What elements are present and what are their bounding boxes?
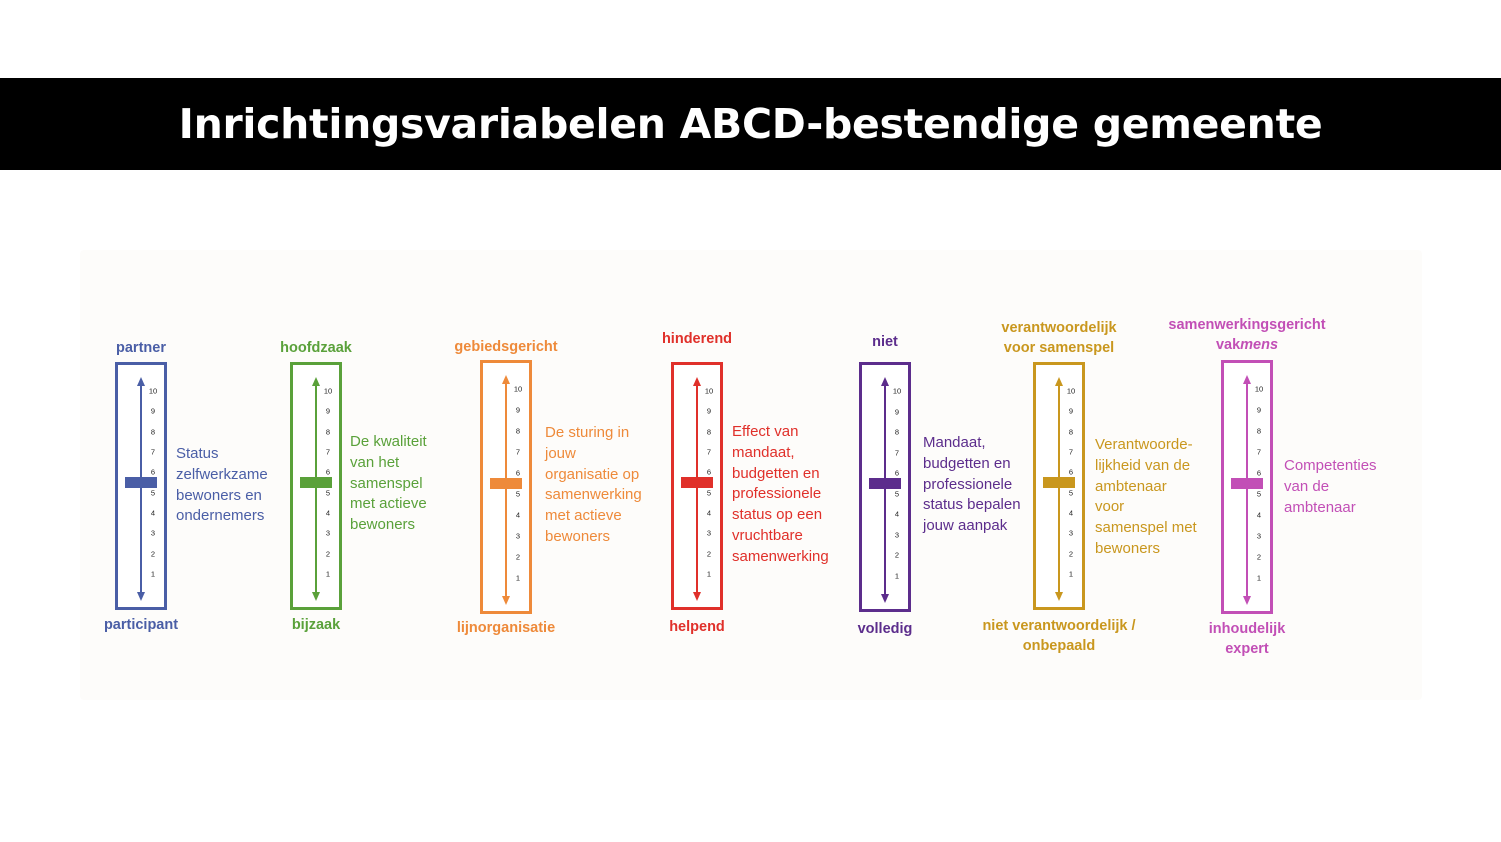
scale-tick: 8 [515, 426, 521, 436]
scale-tick: 4 [325, 508, 331, 518]
slider-description-line: van de [1284, 477, 1330, 495]
slider-top-label-line: verantwoordelijk [1001, 320, 1117, 336]
slider-frame [859, 362, 911, 612]
slider-description-line: jouw aanpak [923, 517, 1008, 535]
arrow-up-icon [693, 377, 701, 386]
scale-tick: 7 [325, 447, 331, 457]
scale-tick: 10 [323, 386, 333, 396]
slider-handle[interactable] [869, 478, 901, 489]
slider-description [923, 433, 1021, 537]
scale-tick: 10 [148, 386, 158, 396]
scale-tick: 5 [894, 489, 900, 499]
arrow-down-icon [502, 596, 510, 605]
scale-tick: 9 [325, 406, 331, 416]
scale-tick: 6 [1256, 468, 1262, 478]
slider-bottom-label: bijzaak [291, 617, 341, 633]
arrow-down-icon [137, 592, 145, 601]
scale-tick: 1 [325, 569, 331, 579]
slider-description-line: Status [176, 445, 219, 462]
slider-handle[interactable] [1043, 477, 1075, 488]
slider-description [350, 432, 427, 536]
scale-tick: 7 [894, 448, 900, 458]
slider-description-line: zelfwerkzame [176, 465, 268, 483]
slider-axis [140, 385, 142, 593]
slider-description-line: bewoners en [176, 486, 262, 504]
slider-description-line: samenspel [350, 474, 423, 492]
slider-bottom-label: volledig [857, 621, 913, 637]
arrow-up-icon [137, 377, 145, 386]
slider-top-label: gebiedsgericht [454, 339, 558, 355]
slider-description-line: professionele [923, 475, 1013, 493]
arrow-down-icon [1243, 596, 1251, 605]
slider-bottom-label [1209, 619, 1286, 659]
scale-tick: 1 [150, 569, 156, 579]
scale-tick: 9 [894, 407, 900, 417]
scale-tick: 8 [1256, 426, 1262, 436]
slider-description-line: lijkheid van de [1095, 456, 1191, 474]
slider-top-label: partner [116, 340, 166, 356]
scale-tick: 5 [1256, 489, 1262, 499]
arrow-up-icon [881, 377, 889, 386]
slider-bottom-label-line: niet verantwoordelijk / [982, 618, 1136, 634]
slider-frame [115, 362, 167, 610]
slider-bottom-label: participant [103, 617, 179, 633]
scale-tick: 5 [515, 489, 521, 499]
slider-description-line: professionele [732, 485, 822, 503]
slider-description-line: van het [350, 453, 400, 471]
scale-tick: 2 [1256, 552, 1262, 562]
slider-description-line: status bepalen [923, 496, 1021, 514]
slider-axis [505, 383, 507, 597]
scale-tick: 2 [325, 549, 331, 559]
slider-description-line: ondernemers [176, 507, 265, 525]
slider-axis [884, 385, 886, 595]
slider-top-label-italic: mens [1240, 337, 1279, 353]
arrow-down-icon [1055, 592, 1063, 601]
slider-frame [480, 360, 532, 614]
scale-tick: 6 [150, 467, 156, 477]
scale-tick: 2 [894, 550, 900, 560]
slider-axis [1058, 385, 1060, 593]
scale-tick: 1 [894, 571, 900, 581]
slider-frame [290, 362, 342, 610]
slider-bottom-label [982, 616, 1135, 656]
slider-description [1284, 456, 1377, 518]
slider-description-line: De kwaliteit [350, 433, 427, 450]
slider-description-line: Mandaat, [923, 434, 986, 451]
scale-tick: 9 [706, 406, 712, 416]
scale-tick: 9 [150, 406, 156, 416]
scale-tick: 9 [1256, 405, 1262, 415]
slider-description-line: organisatie op [545, 465, 640, 483]
slider-top-label: hinderend [661, 331, 733, 347]
scale-tick: 3 [1256, 531, 1262, 541]
slider-description [545, 423, 642, 548]
scale-tick: 8 [325, 427, 331, 437]
slider-bottom-label-line: expert [1225, 641, 1269, 657]
scale-tick: 8 [706, 427, 712, 437]
slider-top-label-line: voor samenspel [1003, 340, 1115, 356]
arrow-down-icon [693, 592, 701, 601]
slider-axis [1246, 383, 1248, 597]
scale-tick: 3 [515, 531, 521, 541]
slider-description [176, 444, 268, 527]
scale-tick: 7 [1256, 447, 1262, 457]
slider-description-line: met actieve [350, 495, 427, 513]
scale-tick: 4 [150, 508, 156, 518]
scale-tick: 9 [515, 405, 521, 415]
slider-description-line: Verantwoorde- [1095, 436, 1193, 453]
scale-tick: 10 [513, 384, 523, 394]
scale-tick: 4 [1068, 508, 1074, 518]
scale-tick: 10 [1254, 384, 1264, 394]
scale-tick: 10 [704, 386, 714, 396]
scale-tick: 10 [892, 386, 902, 396]
scale-tick: 10 [1066, 386, 1076, 396]
scale-tick: 1 [1256, 573, 1262, 583]
slider-top-label: hoofdzaak [280, 340, 352, 356]
arrow-down-icon [312, 592, 320, 601]
slider-handle[interactable] [300, 477, 332, 488]
scale-tick: 5 [150, 488, 156, 498]
slider-top-label: niet [872, 334, 898, 350]
slider-frame [1221, 360, 1273, 614]
slider-bottom-label: helpend [669, 619, 725, 635]
scale-tick: 4 [1256, 510, 1262, 520]
slider-description-line: bewoners [1095, 539, 1161, 557]
slider-description-line: budgetten en [923, 454, 1011, 472]
scale-tick: 3 [894, 530, 900, 540]
scale-tick: 7 [515, 447, 521, 457]
scale-tick: 6 [706, 467, 712, 477]
scale-tick: 7 [1068, 447, 1074, 457]
slider-description [1095, 435, 1197, 560]
scale-tick: 7 [706, 447, 712, 457]
scale-tick: 5 [1068, 488, 1074, 498]
scale-tick: 1 [706, 569, 712, 579]
slider-description [732, 422, 829, 568]
slider-description-line: Competenties [1284, 457, 1377, 474]
arrow-up-icon [1243, 375, 1251, 384]
slider-top-label-line: samenwerkingsgericht [1168, 317, 1326, 333]
scale-tick: 6 [325, 467, 331, 477]
slider-description-line: status op een [732, 506, 823, 524]
slider-frame [1033, 362, 1085, 610]
scale-tick: 4 [894, 509, 900, 519]
slider-description-line: bewoners [350, 516, 416, 534]
slider-bottom-label: lijnorganisatie [456, 620, 556, 636]
slider-description-line: samenwerking [732, 547, 829, 565]
scale-tick: 7 [150, 447, 156, 457]
slider-axis [315, 385, 317, 593]
arrow-down-icon [881, 594, 889, 603]
slider-description-line: vruchtbare [732, 526, 803, 544]
slider-description-line: voor [1095, 498, 1125, 516]
slider-description-line: bewoners [545, 527, 611, 545]
slider-description-line: budgetten en [732, 464, 820, 482]
scale-tick: 1 [1068, 569, 1074, 579]
scale-tick: 6 [894, 468, 900, 478]
slider-handle[interactable] [125, 477, 157, 488]
page-title: Inrichtingsvariabelen ABCD-bestendige gemeente [178, 100, 1323, 148]
slider-description-line: samenspel met [1095, 519, 1197, 537]
slider-description-line: Effect van [732, 423, 799, 440]
slider-description-line: De sturing in [545, 424, 630, 441]
scale-tick: 8 [150, 427, 156, 437]
scale-tick: 3 [150, 528, 156, 538]
slider-handle[interactable] [490, 478, 522, 489]
slider-description-line: met actieve [545, 507, 622, 525]
arrow-up-icon [1055, 377, 1063, 386]
slider-description-line: jouw [545, 444, 576, 462]
slider-frame [671, 362, 723, 610]
slider-description-line: samenwerking [545, 486, 642, 504]
title-bar [0, 78, 1501, 170]
scale-tick: 1 [515, 573, 521, 583]
scale-tick: 8 [1068, 427, 1074, 437]
slider-top-label [1168, 315, 1325, 355]
slider-description-line: ambtenaar [1284, 498, 1356, 516]
slider-description-line: mandaat, [732, 443, 795, 461]
scale-tick: 4 [515, 510, 521, 520]
scale-tick: 2 [150, 549, 156, 559]
scale-tick: 3 [706, 528, 712, 538]
arrow-up-icon [312, 377, 320, 386]
slider-bottom-label-line: onbepaald [1022, 638, 1096, 654]
scale-tick: 2 [1068, 549, 1074, 559]
slider-top-label-line: vakmens [1215, 337, 1279, 353]
slider-handle[interactable] [1231, 478, 1263, 489]
slider-description-line: ambtenaar [1095, 477, 1167, 495]
arrow-up-icon [502, 375, 510, 384]
scale-tick: 5 [325, 488, 331, 498]
scale-tick: 3 [325, 528, 331, 538]
scale-tick: 6 [515, 468, 521, 478]
scale-tick: 9 [1068, 406, 1074, 416]
scale-tick: 2 [515, 552, 521, 562]
slider-bottom-label-line: inhoudelijk [1208, 621, 1286, 637]
scale-tick: 5 [706, 488, 712, 498]
scale-tick: 6 [1068, 467, 1074, 477]
scale-tick: 8 [894, 427, 900, 437]
scale-tick: 4 [706, 508, 712, 518]
slider-handle[interactable] [681, 477, 713, 488]
slider-axis [696, 385, 698, 593]
scale-tick: 2 [706, 549, 712, 559]
scale-tick: 3 [1068, 528, 1074, 538]
slider-top-label [1001, 318, 1116, 358]
